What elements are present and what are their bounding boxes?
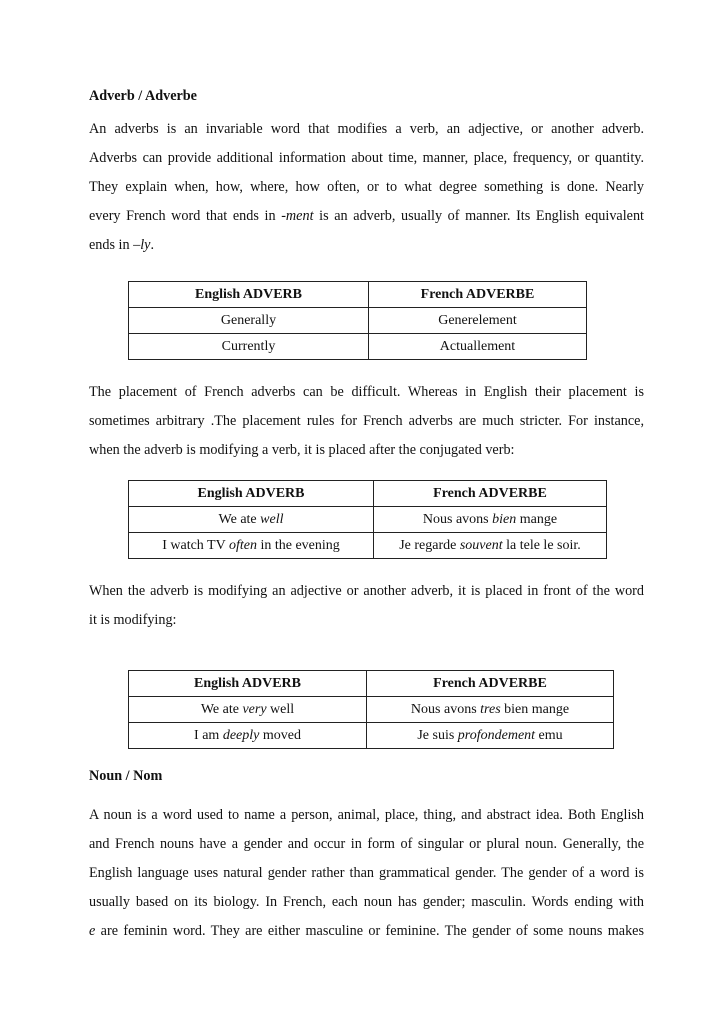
adverb-intro-paragraph	[89, 115, 644, 260]
adverb-table-3	[128, 670, 614, 749]
adverb-table-2	[128, 480, 607, 559]
text-line	[89, 231, 644, 260]
cell-french	[367, 697, 614, 723]
cell-french: Generelement	[369, 308, 587, 334]
cell-english: Generally	[129, 308, 369, 334]
italic-text: well	[260, 512, 284, 527]
text-line: The placement of French adverbs can be difficult. Whereas in English their placement is	[89, 384, 644, 400]
italic-text: bien	[492, 512, 517, 527]
text-line: Adverbs can provide additional information about time, manner, place, frequency, or quantity.	[89, 150, 644, 166]
italic-text: -ment	[281, 208, 314, 224]
text-line: and French nouns have a gender and occur in form of singular or plural noun. Generally, the	[89, 836, 644, 852]
cell-english	[129, 697, 367, 723]
header-english: English ADVERB	[129, 481, 374, 507]
cell-french: Actuallement	[369, 334, 587, 360]
header-french: French ADVERBE	[369, 282, 587, 308]
text-line	[89, 202, 644, 231]
text-line: An adverbs is an invariable word that modifies a verb, an adjective, or another adverb.	[89, 121, 644, 137]
noun-intro-paragraph	[89, 801, 644, 946]
adverb-adjective-paragraph	[89, 577, 644, 635]
text-line	[89, 917, 644, 946]
text-run: well	[266, 702, 295, 717]
text-line: usually based on its biology. In French, each noun has gender; masculin. Words ending with	[89, 894, 644, 910]
table-row	[129, 308, 587, 334]
adverb-placement-paragraph	[89, 378, 644, 465]
header-french: French ADVERBE	[374, 481, 607, 507]
cell-french	[374, 533, 607, 559]
text-run: Nous avons	[422, 512, 493, 527]
text-run: moved	[259, 728, 301, 743]
text-run: mange	[516, 512, 558, 527]
cell-french	[374, 507, 607, 533]
text-run: Nous avons	[410, 702, 481, 717]
italic-text: souvent	[459, 538, 503, 553]
header-french: French ADVERBE	[367, 671, 614, 697]
text-line: When the adverb is modifying an adjective or another adverb, it is placed in front of the word	[89, 583, 644, 599]
adverb-heading: Adverb / Adverbe	[89, 88, 197, 104]
italic-text: profondement	[457, 728, 536, 743]
cell-french	[367, 723, 614, 749]
cell-english: Currently	[129, 334, 369, 360]
text-run: We ate	[218, 512, 261, 527]
text-run: We ate	[200, 702, 243, 717]
noun-heading: Noun / Nom	[89, 768, 163, 784]
text-run: emu	[535, 728, 563, 743]
table-row	[129, 507, 607, 533]
header-english: English ADVERB	[129, 671, 367, 697]
italic-text: very	[242, 702, 267, 717]
table-header-row	[129, 671, 614, 697]
text-run: Je suis	[417, 728, 458, 743]
italic-text: deeply	[222, 728, 260, 743]
text-line: They explain when, how, where, how often, or to what degree something is done. Nearly	[89, 179, 644, 195]
text-run: ends in	[89, 237, 134, 253]
text-run: in the evening	[256, 538, 340, 553]
text-run: bien mange	[500, 702, 570, 717]
italic-text: often	[228, 538, 257, 553]
text-run: are feminin word. They are either masculine or feminine. The gender of some nouns makes	[95, 923, 644, 939]
cell-english	[129, 507, 374, 533]
table-row	[129, 723, 614, 749]
text-line: when the adverb is modifying a verb, it is placed after the conjugated verb:	[89, 442, 515, 458]
text-line: it is modifying:	[89, 612, 177, 628]
text-run: every French word that ends in	[89, 208, 282, 224]
table-row	[129, 533, 607, 559]
table-row	[129, 334, 587, 360]
text-run: Je regarde	[399, 538, 460, 553]
text-run: .	[150, 237, 155, 253]
cell-english	[129, 723, 367, 749]
text-run: la tele le soir.	[502, 538, 581, 553]
table-row	[129, 697, 614, 723]
text-run: I am	[194, 728, 223, 743]
italic-text: e	[89, 923, 96, 939]
adverb-table-1	[128, 281, 587, 360]
text-line: A noun is a word used to name a person, animal, place, thing, and abstract idea. Both English	[89, 807, 644, 823]
cell-english	[129, 533, 374, 559]
text-run: I watch TV	[162, 538, 229, 553]
italic-text: tres	[480, 702, 501, 717]
italic-text: –ly	[133, 237, 151, 253]
text-run: is an adverb, usually of manner. Its English equivalent	[313, 208, 644, 224]
text-line: English language uses natural gender rather than grammatical gender. The gender of a word is	[89, 865, 644, 881]
text-line: sometimes arbitrary .The placement rules for French adverbs are much stricter. For instance,	[89, 413, 644, 429]
table-header-row	[129, 481, 607, 507]
table-header-row	[129, 282, 587, 308]
header-english: English ADVERB	[129, 282, 369, 308]
